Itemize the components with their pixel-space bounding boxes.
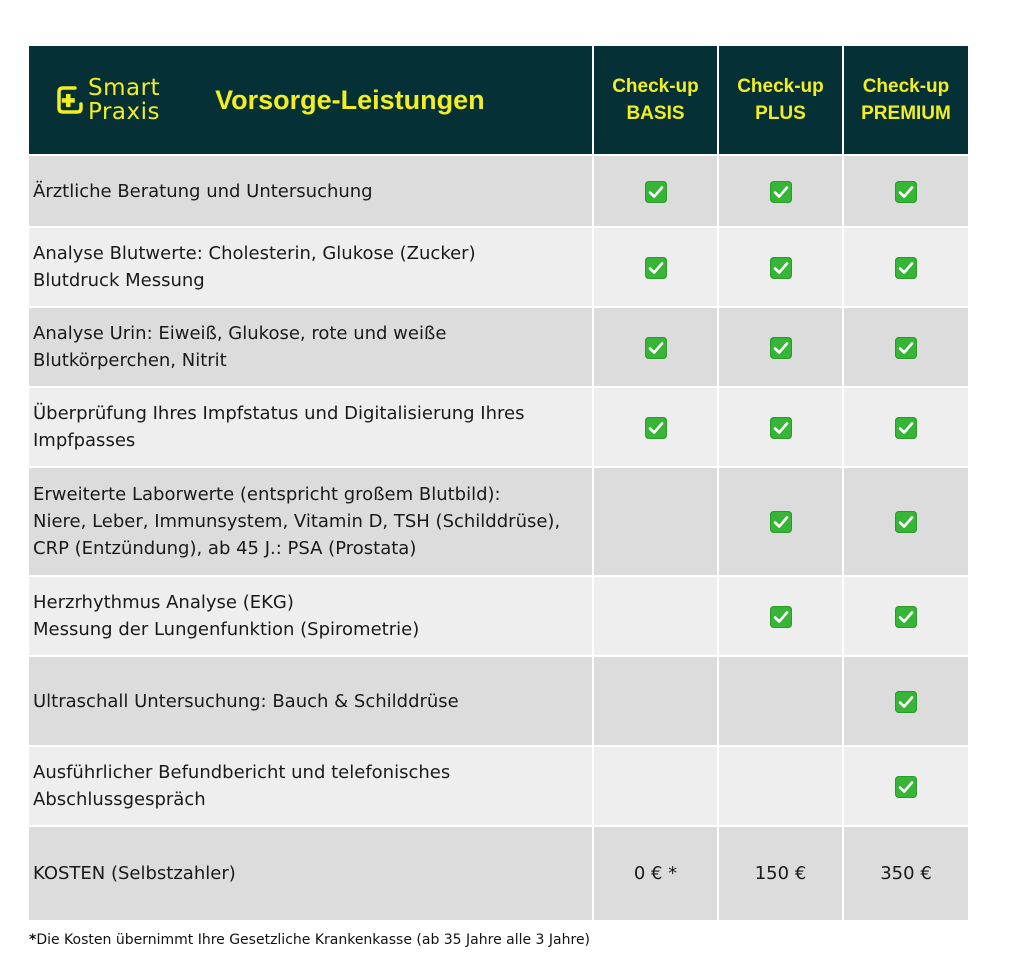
check-box-icon bbox=[895, 181, 917, 203]
plan-header-basis bbox=[593, 46, 718, 155]
table-row bbox=[29, 307, 968, 387]
footnote bbox=[29, 932, 590, 948]
plan-header-line2: PLUS bbox=[755, 103, 806, 124]
page-title: Vorsorge-Leistungen bbox=[215, 84, 485, 115]
plan-cell-basis bbox=[593, 467, 718, 576]
service-description bbox=[29, 576, 593, 656]
service-description-line: Impfpasses bbox=[33, 430, 136, 451]
service-description-line: Abschlussgespräch bbox=[33, 789, 206, 810]
check-box-icon bbox=[645, 181, 667, 203]
service-description-line: Blutkörperchen, Nitrit bbox=[33, 350, 227, 371]
service-description-line: Blutdruck Messung bbox=[33, 270, 205, 291]
service-description bbox=[29, 746, 593, 826]
service-description bbox=[29, 227, 593, 307]
plan-cell-premium bbox=[843, 227, 968, 307]
plan-cell-basis bbox=[593, 746, 718, 826]
plan-cell-plus bbox=[718, 155, 843, 227]
check-box-icon bbox=[895, 606, 917, 628]
service-description bbox=[29, 307, 593, 387]
check-box-icon bbox=[645, 337, 667, 359]
plan-cell-basis bbox=[593, 656, 718, 746]
plan-cell-premium bbox=[843, 307, 968, 387]
logo-line1: Smart bbox=[88, 75, 161, 101]
check-box-icon bbox=[895, 691, 917, 713]
check-box-icon bbox=[645, 257, 667, 279]
plan-cell-plus bbox=[718, 656, 843, 746]
check-box-icon bbox=[645, 417, 667, 439]
plan-cell-basis bbox=[593, 155, 718, 227]
service-description-line: Analyse Blutwerte: Cholesterin, Glukose (Zucker) bbox=[33, 243, 476, 264]
plan-header-line1: Check-up bbox=[862, 76, 950, 97]
plan-cell-basis bbox=[593, 307, 718, 387]
table-row bbox=[29, 227, 968, 307]
table-row bbox=[29, 656, 968, 746]
table-row bbox=[29, 746, 968, 826]
service-description-line: Herzrhythmus Analyse (EKG) bbox=[33, 592, 294, 613]
service-description-line: Ultraschall Untersuchung: Bauch & Schilddrüse bbox=[33, 690, 459, 712]
price-premium: 350 € bbox=[843, 826, 968, 920]
service-description-line: CRP (Entzündung), ab 45 J.: PSA (Prostata) bbox=[33, 538, 417, 559]
plan-cell-basis bbox=[593, 576, 718, 656]
plan-header-line2: PREMIUM bbox=[861, 103, 951, 124]
service-description bbox=[29, 155, 593, 227]
plan-cell-plus bbox=[718, 746, 843, 826]
table-header-row bbox=[29, 46, 968, 155]
service-description-line: Ärztliche Beratung und Untersuchung bbox=[33, 180, 373, 202]
price-basis: 0 € * bbox=[593, 826, 718, 920]
check-box-icon bbox=[895, 337, 917, 359]
plus-cross-icon bbox=[55, 82, 85, 118]
plan-cell-premium bbox=[843, 576, 968, 656]
plan-cell-plus bbox=[718, 467, 843, 576]
logo-line2: Praxis bbox=[88, 99, 160, 125]
service-description-line: Überprüfung Ihres Impfstatus und Digitalisierung Ihres bbox=[33, 403, 525, 424]
footnote-star: * bbox=[29, 932, 37, 948]
check-box-icon bbox=[770, 337, 792, 359]
check-box-icon bbox=[895, 776, 917, 798]
check-box-icon bbox=[770, 606, 792, 628]
plan-header-line1: Check-up bbox=[612, 76, 699, 97]
table-row bbox=[29, 387, 968, 467]
plan-cell-plus bbox=[718, 387, 843, 467]
plan-header-premium bbox=[843, 46, 968, 155]
plan-cell-premium bbox=[843, 656, 968, 746]
plan-cell-basis bbox=[593, 387, 718, 467]
price-plus: 150 € bbox=[718, 826, 843, 920]
service-description-line: Erweiterte Laborwerte (entspricht großem Blutbild): bbox=[33, 484, 501, 505]
plan-cell-premium bbox=[843, 155, 968, 227]
table-row bbox=[29, 155, 968, 227]
header-title-cell bbox=[29, 46, 593, 155]
check-box-icon bbox=[895, 257, 917, 279]
plan-header-line1: Check-up bbox=[737, 76, 824, 97]
smart-praxis-logo bbox=[55, 76, 160, 124]
plan-cell-plus bbox=[718, 227, 843, 307]
check-box-icon bbox=[770, 417, 792, 439]
pricing-table bbox=[29, 46, 968, 920]
service-description bbox=[29, 467, 593, 576]
plan-cell-premium bbox=[843, 387, 968, 467]
plan-cell-premium bbox=[843, 746, 968, 826]
service-description bbox=[29, 656, 593, 746]
table-body bbox=[29, 155, 968, 920]
check-box-icon bbox=[895, 511, 917, 533]
costs-label: KOSTEN (Selbstzahler) bbox=[29, 826, 593, 920]
service-description-line: Niere, Leber, Immunsystem, Vitamin D, TSH (Schilddrüse), bbox=[33, 511, 561, 532]
footnote-text: Die Kosten übernimmt Ihre Gesetzliche Krankenkasse (ab 35 Jahre alle 3 Jahre) bbox=[36, 932, 591, 948]
pricing-table-container bbox=[29, 46, 968, 920]
table-row bbox=[29, 467, 968, 576]
service-description-line: Ausführlicher Befundbericht und telefonisches bbox=[33, 762, 451, 783]
table-row-costs bbox=[29, 826, 968, 920]
table-row bbox=[29, 576, 968, 656]
service-description-line: Messung der Lungenfunktion (Spirometrie) bbox=[33, 619, 420, 640]
plan-cell-plus bbox=[718, 307, 843, 387]
check-box-icon bbox=[770, 257, 792, 279]
plan-cell-premium bbox=[843, 467, 968, 576]
plan-cell-plus bbox=[718, 576, 843, 656]
plan-header-line2: BASIS bbox=[626, 103, 685, 124]
plan-header-plus bbox=[718, 46, 843, 155]
service-description bbox=[29, 387, 593, 467]
check-box-icon bbox=[770, 181, 792, 203]
check-box-icon bbox=[770, 511, 792, 533]
plan-cell-basis bbox=[593, 227, 718, 307]
check-box-icon bbox=[895, 417, 917, 439]
service-description-line: Analyse Urin: Eiweiß, Glukose, rote und weiße bbox=[33, 323, 447, 344]
